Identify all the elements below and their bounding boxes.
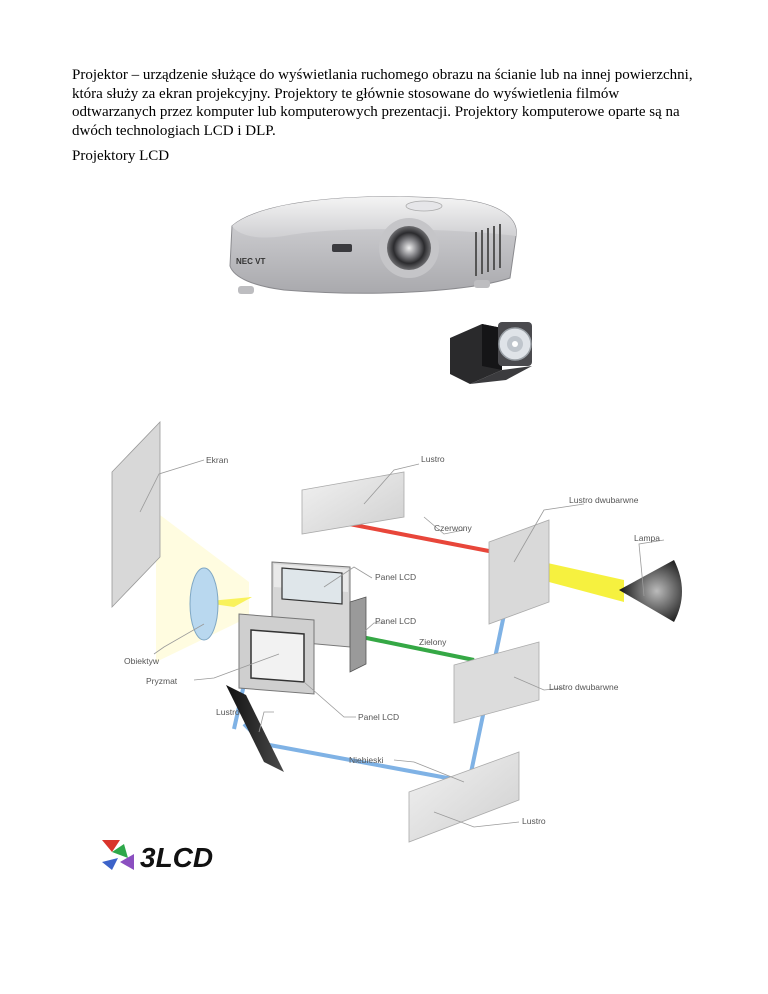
- label-panel-top: Panel LCD: [375, 572, 417, 582]
- label-blue: Niebieski: [349, 755, 384, 765]
- lcd-panel-top: [282, 568, 342, 604]
- green-light-path: [352, 635, 474, 660]
- projector-brand-label: NEC VT: [236, 257, 266, 266]
- lamp-icon: [619, 560, 682, 622]
- label-lens: Obiektyw: [124, 656, 159, 666]
- section-heading: Projektory LCD: [72, 148, 170, 164]
- label-mirror-bottom: Lustro: [522, 816, 546, 826]
- label-mirror-top: Lustro: [421, 454, 445, 464]
- mirror-top: [302, 472, 404, 534]
- logo-text: 3LCD: [140, 842, 214, 873]
- mirror-bottom: [409, 752, 519, 842]
- lcd-panel-front: [251, 630, 304, 682]
- 3lcd-logo: [102, 840, 213, 873]
- lamp-module-photo: [442, 308, 542, 388]
- 3lcd-diagram: [94, 392, 682, 892]
- dichroic-mirror-top: [489, 520, 549, 624]
- label-red: Czerwony: [434, 523, 472, 533]
- label-screen: Ekran: [206, 455, 229, 465]
- projector-lens: [387, 226, 431, 270]
- label-panel-bottom: Panel LCD: [358, 712, 400, 722]
- label-lamp: Lampa: [634, 533, 660, 543]
- label-prism: Pryzmat: [146, 676, 178, 686]
- screen: [112, 422, 160, 607]
- projector-photo: [224, 186, 524, 316]
- label-dichroic-mid: Lustro dwubarwne: [549, 682, 619, 692]
- lcd-panel-right: [350, 597, 366, 672]
- label-green: Zielony: [419, 637, 447, 647]
- label-dichroic-top: Lustro dwubarwne: [569, 495, 639, 505]
- label-mirror-left: Lustro: [216, 707, 240, 717]
- label-panel-right: Panel LCD: [375, 616, 417, 626]
- intro-paragraph: Projektor – urządzenie służące do wyświetlania ruchomego obrazu na ścianie lub na innej powierzchni, która służy za ekran projekcyjny. Projektory te głównie stosowane do wyświetlenia filmów odtwarzanych przez komputer lub komputerowych prezentacji. Projektory komputerowe oparte są na dwóch technologiach LCD i DLP.: [72, 67, 693, 139]
